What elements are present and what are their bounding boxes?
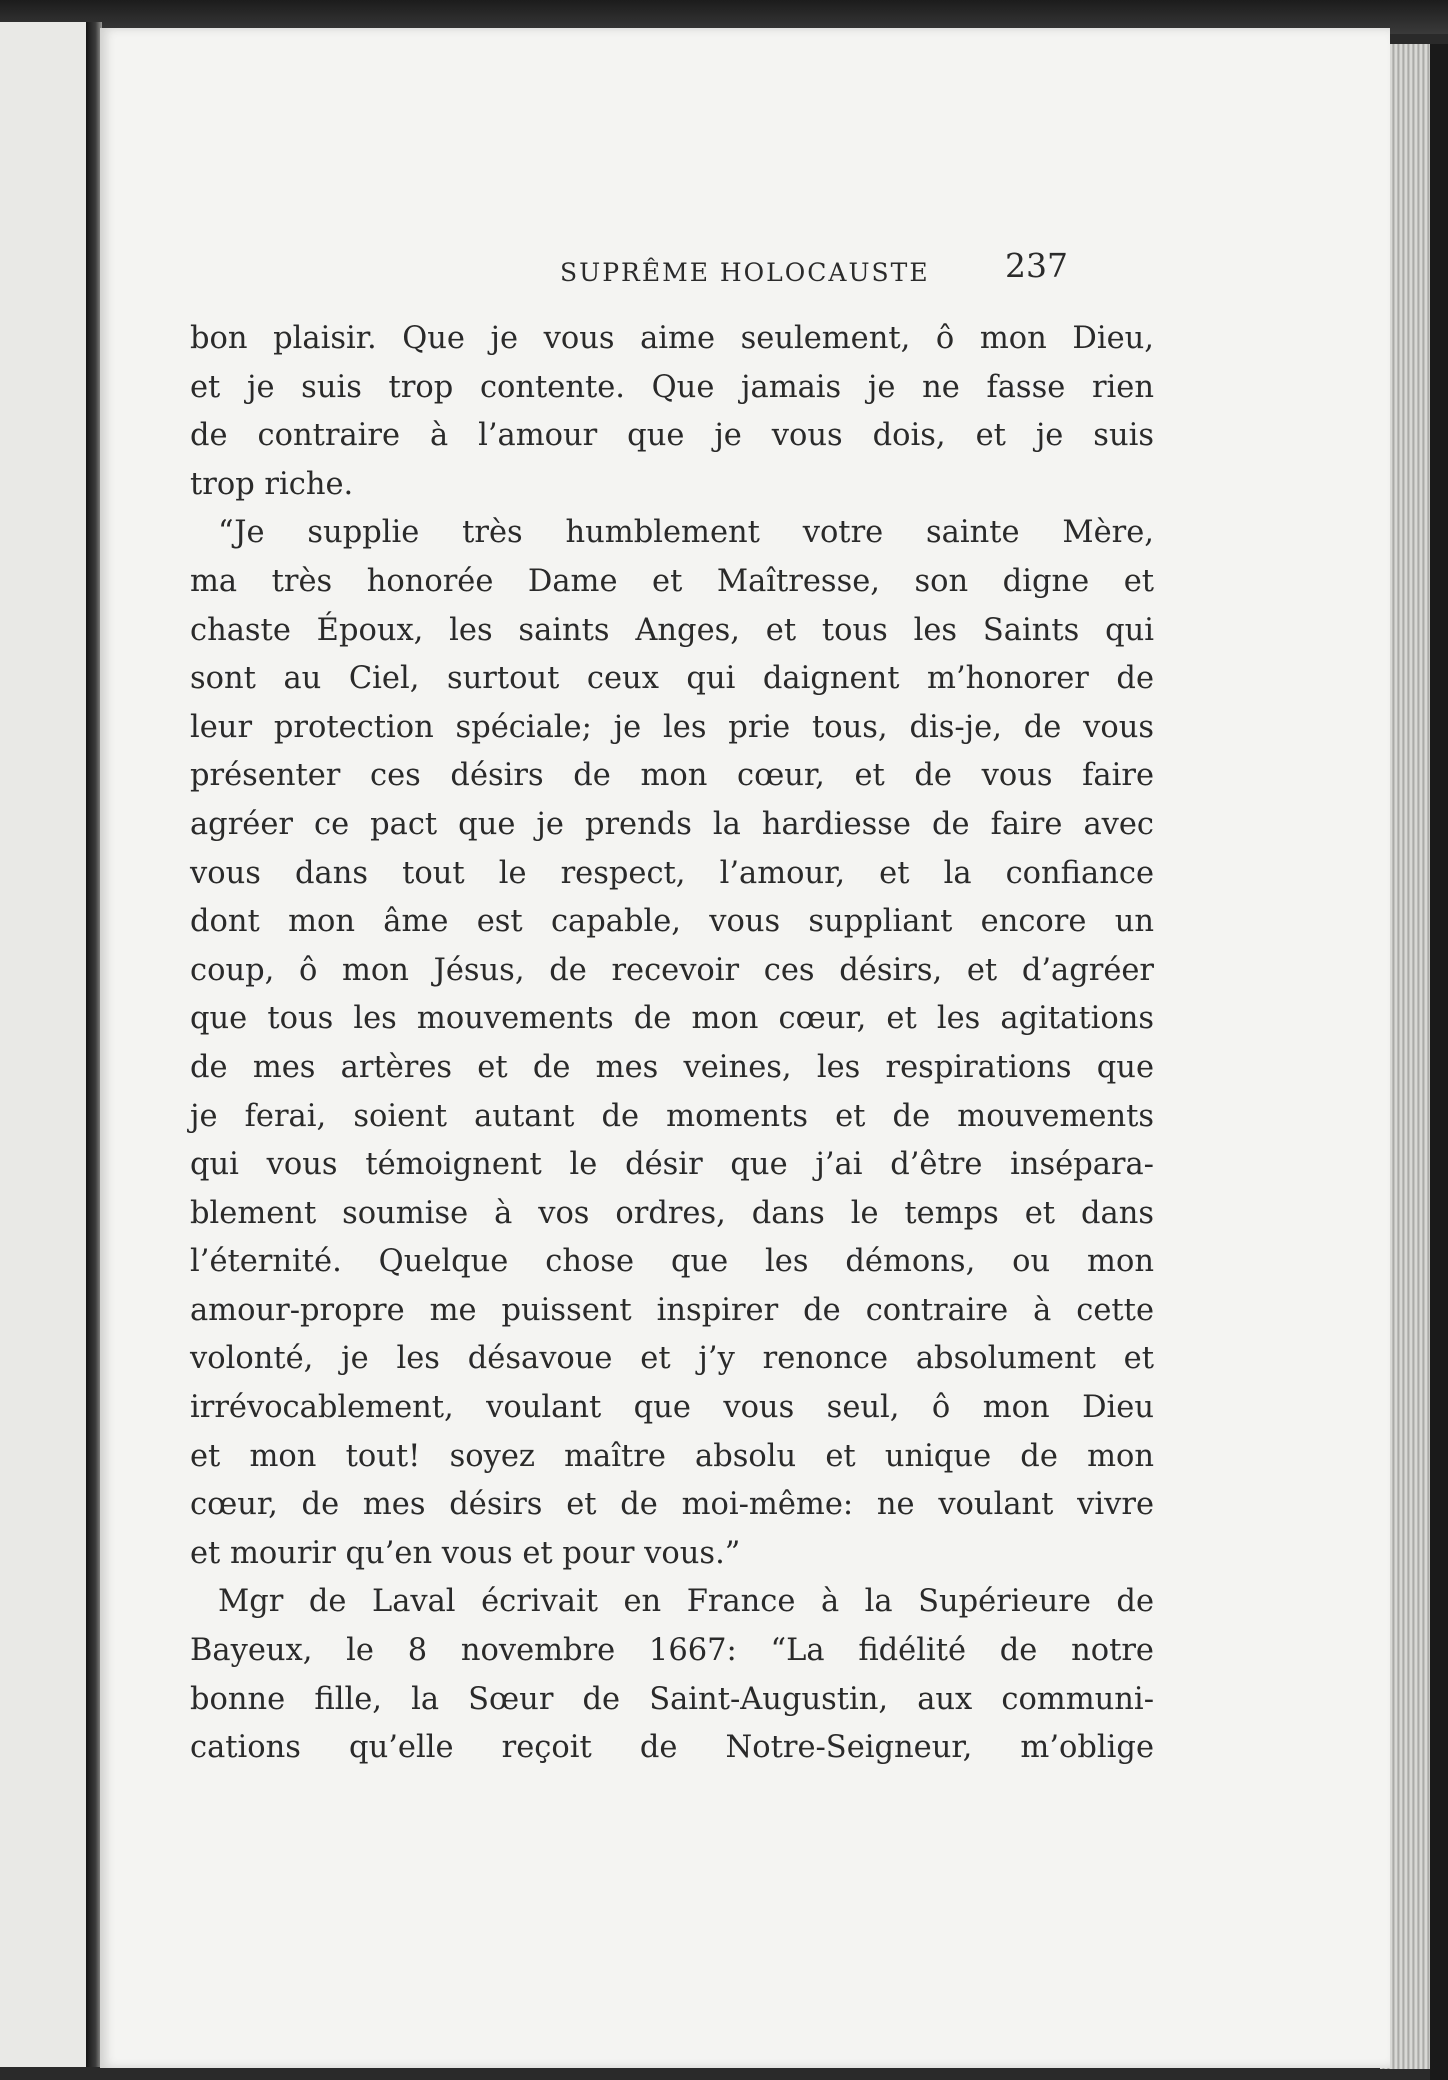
text-line: dont mon âme est capable, vous suppliant encore un xyxy=(190,904,1154,940)
facing-page-edge xyxy=(0,22,88,2067)
text-line: vous dans tout le respect, l’amour, et la confiance xyxy=(190,855,1154,891)
running-title: SUPRÊME HOLOCAUSTE xyxy=(560,258,930,287)
text-line: “Je supplie très humblement votre sainte Mère, xyxy=(218,515,1154,551)
text-line: l’éternité. Quelque chose que les démons, ou mon xyxy=(190,1244,1154,1280)
text-line: de contraire à l’amour que je vous dois, et je suis xyxy=(190,418,1154,454)
text-line: cations qu’elle reçoit de Notre-Seigneur, m’oblige xyxy=(190,1730,1154,1766)
text-line: qui vous témoignent le désir que j’ai d’être insépara- xyxy=(190,1147,1154,1183)
text-line: je ferai, soient autant de moments et de mouvements xyxy=(190,1098,1154,1134)
text-line: de mes artères et de mes veines, les respirations que xyxy=(190,1049,1154,1085)
body-text xyxy=(190,315,1154,1773)
text-line: et mourir qu’en vous et pour vous.” xyxy=(190,1535,741,1571)
text-line: que tous les mouvements de mon cœur, et les agitations xyxy=(190,1001,1154,1037)
text-line: ma très honorée Dame et Maîtresse, son digne et xyxy=(190,563,1154,599)
text-line: leur protection spéciale; je les prie tous, dis-je, de vous xyxy=(190,709,1154,745)
text-line: trop riche. xyxy=(190,466,354,502)
page-number: 237 xyxy=(1005,246,1068,285)
text-line: amour-propre me puissent inspirer de contraire à cette xyxy=(190,1292,1154,1328)
text-line: volonté, je les désavoue et j’y renonce absolument et xyxy=(190,1341,1154,1377)
text-line: bon plaisir. Que je vous aime seulement, ô mon Dieu, xyxy=(190,321,1154,356)
text-line: et je suis trop contente. Que jamais je ne fasse rien xyxy=(190,369,1154,405)
text-line: cœur, de mes désirs et de moi-même: ne voulant vivre xyxy=(190,1487,1154,1523)
scan-right-edge xyxy=(1430,44,1448,2080)
text-line: bonne fille, la Sœur de Saint-Augustin, aux communi- xyxy=(190,1681,1154,1717)
text-line: irrévocablement, voulant que vous seul, ô mon Dieu xyxy=(190,1390,1154,1426)
text-line: chaste Époux, les saints Anges, et tous les Saints qui xyxy=(190,612,1154,648)
text-line: Mgr de Laval écrivait en France à la Supérieure de xyxy=(218,1584,1154,1620)
text-line: agréer ce pact que je prends la hardiesse de faire avec xyxy=(190,806,1154,842)
text-line: blement soumise à vos ordres, dans le temps et dans xyxy=(190,1195,1154,1231)
text-line: Bayeux, le 8 novembre 1667: “La fidélité de notre xyxy=(190,1633,1154,1669)
text-line: et mon tout! soyez maître absolu et unique de mon xyxy=(190,1438,1154,1474)
text-line: coup, ô mon Jésus, de recevoir ces désirs, et d’agréer xyxy=(190,952,1154,988)
running-head xyxy=(205,228,1165,298)
text-line: présenter ces désirs de mon cœur, et de vous faire xyxy=(190,758,1154,794)
text-line: sont au Ciel, surtout ceux qui daignent m’honorer de xyxy=(190,661,1154,697)
